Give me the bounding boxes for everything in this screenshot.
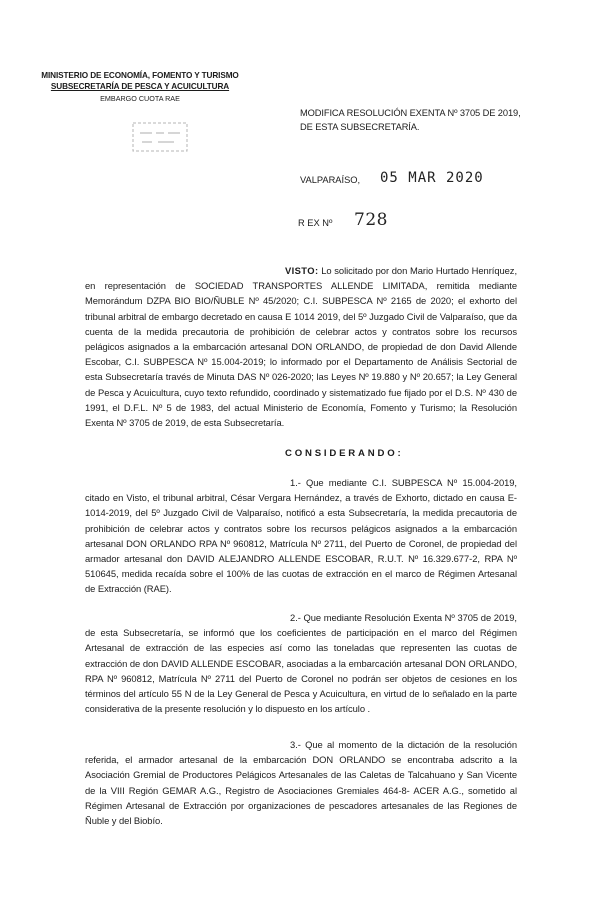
considerando-text: 1.- Que mediante C.I. SUBPESCA Nº 15.004-2019, citado en Visto, el tribunal arbitral, César Vergara Hernández, a través de Exhorto, dictado en causa E-1014-2019, del 5º Juzgado Civil de Valparaíso, notificó a esta Subsecretaría, la medida precautoria de prohibición de celebrar actos y contratos sobre los recursos pelágicos asignados a la embarcación artesanal DON ORLANDO RPA Nº 960812, Matrícula Nº 2711, del Puerto de Coronel, de propiedad del armador artesanal don DAVID ALEJANDRO ALLENDE ESCOBAR, R.U.T. Nº 16.329.677-2, RPA Nº 510645, medida recaída sobre el 100% de las cuotas de extracción en el marco de Régimen Artesanal de Extracción (RAE).	[85, 477, 517, 595]
considerando-text: 2.- Que mediante Resolución Exenta Nº 3705 de 2019, de esta Subsecretaría, se informó que los coeficientes de participación en el marco del Régimen Artesanal de extracción de las especies así como las toneladas que representen las cuotas de extracción de don DAVID ALLENDE ESCOBAR, asociadas a la embarcación artesanal DON ORLANDO, RPA Nº 960812, Matrícula Nº 2711 del Puerto de Coronel no podrán ser objetos de cesiones en los términos del artículo 55 N de la Ley General de Pesca y Acuicultura, en virtud de lo señalado en la parte considerativa de la presente resolución y lo dispuesto en los artículo .	[85, 612, 517, 715]
date-stamp: 05 MAR 2020	[380, 170, 484, 186]
place-label: VALPARAÍSO,	[300, 175, 361, 185]
ministry-name: MINISTERIO DE ECONOMÍA, FOMENTO Y TURISMO	[41, 71, 239, 80]
letterhead	[30, 70, 250, 104]
resolution-number	[298, 210, 448, 236]
subject-line-2: DE ESTA SUBSECRETARÍA.	[300, 122, 420, 132]
rex-label: R EX Nº	[298, 218, 333, 228]
visto-text: Lo solicitado por don Mario Hurtado Henríquez, en representación de SOCIEDAD TRANSPORTES ALLENDE LIMITADA, remitida mediante Memorándum DZPA BIO BIO/ÑUBLE Nº 45/2020; C.I. SUBPESCA Nº 2165 de 2020; el exhorto del tribunal arbitral de embargo decretado en causa E 1014 2019, del 5º Juzgado Civil de Valparaíso, que da cuenta de la medida precautoria de prohibición de celebrar actos y contratos sobre los recursos pelágicos asignados a la embarcación artesanal DON ORLANDO, de propiedad de don David Allende Escobar, C.I. SUBPESCA Nº 15.004-2019; lo informado por el Departamento de Análisis Sectorial de esta Subsecretaría través de Minuta DAS Nº 026-2020; las Leyes Nº 19.880 y Nº 20.657; la Ley General de Pesca y Acuicultura, cuyo texto refundido, coordinado y sistematizado fue fijado por el D.S. Nº 430 de 1991, el D.F.L. Nº 5 de 1983, del actual Ministerio de Economía, Fomento y Turismo; la Resolución Exenta Nº 3705 de 2019, de esta Subsecretaría.	[85, 265, 518, 429]
considerando-heading: CONSIDERANDO:	[285, 448, 404, 459]
rex-number: 728	[354, 210, 388, 230]
visto-paragraph	[85, 263, 517, 430]
considerando-item-2	[85, 610, 517, 716]
subsecretaria-name: SUBSECRETARÍA DE PESCA Y ACUICULTURA	[50, 82, 230, 91]
place-date	[300, 172, 560, 192]
considerando-text: 3.- Que al momento de la dictación de la resolución referida, el armador artesanal de la embarcación DON ORLANDO se encontraba adscrito a la Asociación Gremial de Productores Pelágicos Artesanales de las Caletas de Talcahuano y San Vicente de la VIII Región GEMAR A.G., Registro de Asociaciones Gremiales 464-8- ACER A.G., sometido al Régimen Artesanal de Extracción por organizaciones de pescadores artesanales de las Regiones de Ñuble y del Biobío.	[85, 739, 517, 827]
considerando-item-1	[85, 475, 517, 597]
unit-name: EMBARGO CUOTA RAE	[100, 94, 180, 103]
considerando-item-3	[85, 737, 517, 828]
subject-line-1: MODIFICA RESOLUCIÓN EXENTA Nº 3705 DE 2019,	[300, 108, 521, 118]
stamp-mark	[130, 120, 190, 154]
resolution-subject	[300, 106, 560, 134]
visto-keyword: VISTO:	[285, 265, 319, 276]
